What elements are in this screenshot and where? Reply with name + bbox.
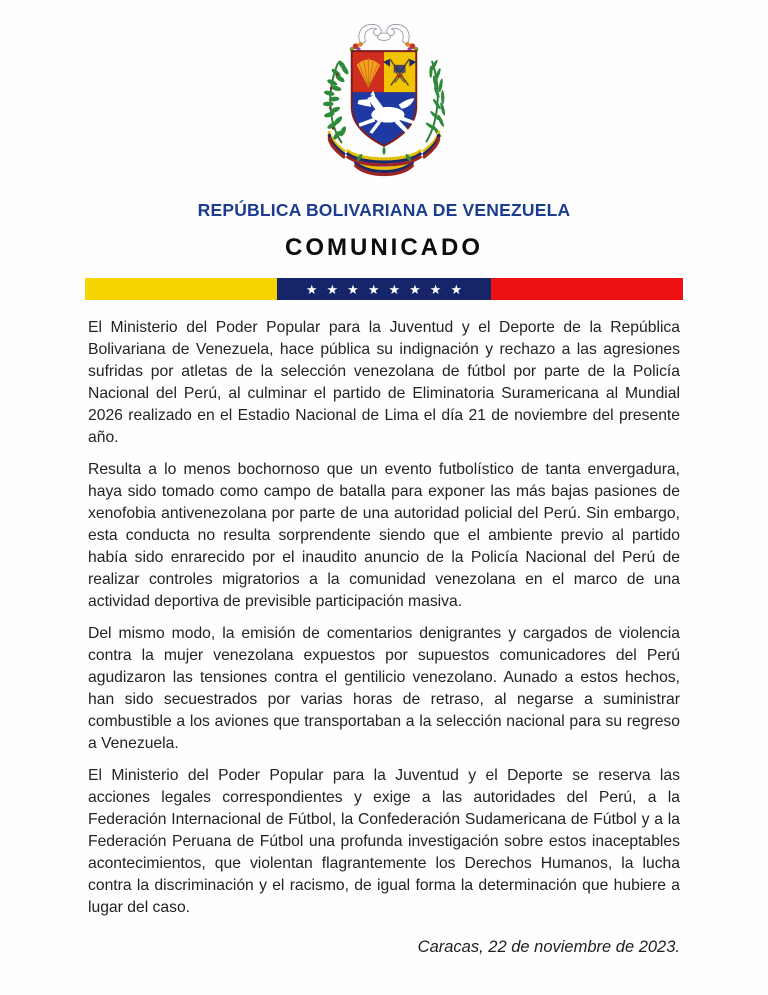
fruit-clusters [350,42,419,51]
document-title: COMUNICADO [285,234,483,261]
venezuela-coat-of-arms-icon [298,14,470,190]
flag-stripe-blue [277,278,490,300]
palm-branch [425,59,446,142]
shield [351,50,417,147]
paragraph-3: Del mismo modo, la emisión de comentarios denigrantes y cargados de violencia contra la mujer venezolana expuestos por supuestos comunicadores del Perú agudizaron las tensiones contra el gentilicio venezolano. Aunado a estos hechos, han sido secuestrados por varias horas de retraso, al negarse a suministrar combustible a los aviones que transportaban a la selección nacional para su regreso a Venezuela. [88,625,680,752]
paragraph-2: Resulta a lo menos bochornoso que un evento futbolístico de tanta envergadura, haya sido tomado como campo de batalla para exponer las más bajas pasiones de xenofobia antivenezolana por parte de una autoridad policial del Perú. Sin embargo, esta conducta no resulta sorprendente siendo que el ambiente previo al partido había sido enrarecido por el inaudito anuncio de la Policía Nacional del Perú de realizar controles migratorios a la comunidad venezolana en el marco de una actividad deportiva de previsible participación masiva. [88,461,680,610]
paragraph-4: El Ministerio del Poder Popular para la Juventud y el Deporte se reserva las acciones legales correspondientes y exige a las autoridades del Perú, a la Federación Internacional de Fútbol, la Confederación Sudamericana de Fútbol y a la Federación Peruana de Fútbol una profunda investigación sobre estos inaceptables acontecimientos, que violentan flagrantemente los Derechos Humanos, la lucha contra la discriminación y el racismo, de igual forma la determinación que hubiere a lugar del caso. [88,767,680,916]
dateline: Caracas, 22 de noviembre de 2023. [417,938,680,956]
communique-body [88,317,680,919]
republic-title: REPÚBLICA BOLIVARIANA DE VENEZUELA [197,200,571,220]
flag-stripe-red [491,278,684,300]
cornucopia-crest [359,24,409,44]
flag-stars-icon: ★★★★★★★★ [305,281,472,297]
paragraph-1: El Ministerio del Poder Popular para la Juventud y el Deporte de la República Bolivariana de Venezuela, hace pública su indignación y rechazo a las agresiones sufridas por atletas de la selección venezolana de fútbol por parte de la Policía Nacional del Perú, al culminar el partido de Eliminatoria Suramericana al Mundial 2026 realizado en el Estadio Nacional de Lima el día 21 de noviembre del presente año. [88,319,680,446]
flag-band [85,278,684,300]
laurel-branch [323,59,350,143]
flag-stripe-yellow [85,278,278,300]
